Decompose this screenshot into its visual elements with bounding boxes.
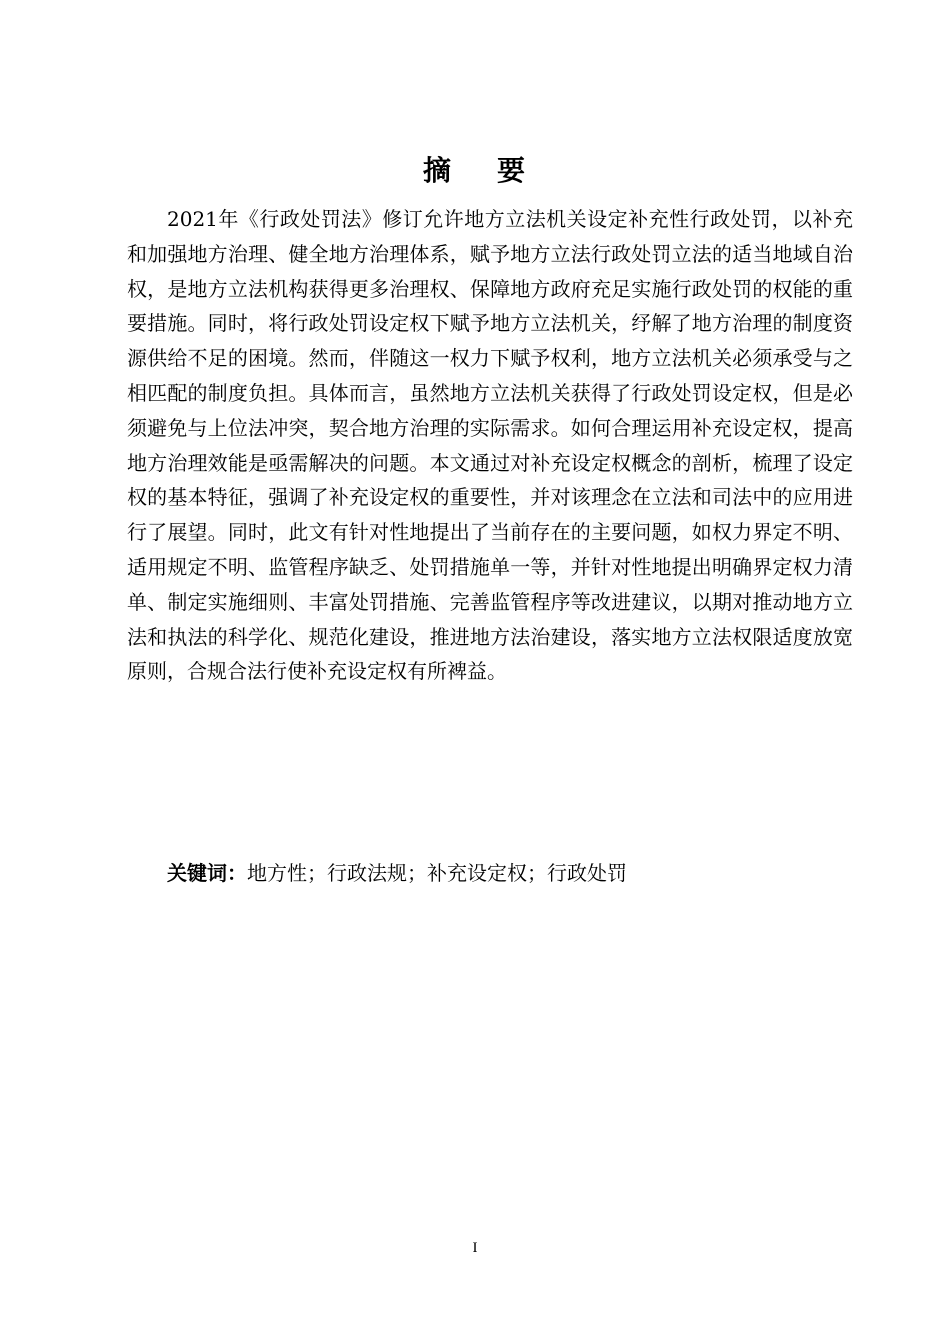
keywords-label: 关键词： bbox=[167, 861, 247, 885]
abstract-heading-char-2: 要 bbox=[497, 154, 528, 187]
abstract-heading-char-1: 摘 bbox=[422, 154, 453, 187]
page-number: I bbox=[472, 1240, 478, 1256]
abstract-heading bbox=[0, 151, 950, 191]
abstract-body: 2021年《行政处罚法》修订允许地方立法机关设定补充性行政处罚，以补充和加强地方治理、健全地方治理体系，赋予地方立法行政处罚立法的适当地域自治权，是地方立法机构获得更多治理权、保障地方政府充足实施行政处罚的权能的重要措施。同时，将行政处罚设定权下赋予地方立法机关，纾解了地方治理的制度资源供给不足的困境。然而，伴随这一权力下赋予权利，地方立法机关必须承受与之相匹配的制度负担。具体而言，虽然地方立法机关获得了行政处罚设定权，但是必须避免与上位法冲突，契合地方治理的实际需求。如何合理运用补充设定权，提高地方治理效能是亟需解决的问题。本文通过对补充设定权概念的剖析，梳理了设定权的基本特征，强调了补充设定权的重要性，并对该理念在立法和司法中的应用进行了展望。同时，此文有针对性地提出了当前存在的主要问题，如权力界定不明、适用规定不明、监管程序缺乏、处罚措施单一等，并针对性地提出明确界定权力清单、制定实施细则、丰富处罚措施、完善监管程序等改进建议，以期对推动地方立法和执法的科学化、规范化建设，推进地方法治建设，落实地方立法权限适度放宽原则，合规合法行使补充设定权有所裨益。 bbox=[127, 207, 853, 684]
keywords-terms: 地方性；行政法规；补充设定权；行政处罚 bbox=[247, 861, 627, 885]
keywords-line bbox=[167, 856, 847, 890]
